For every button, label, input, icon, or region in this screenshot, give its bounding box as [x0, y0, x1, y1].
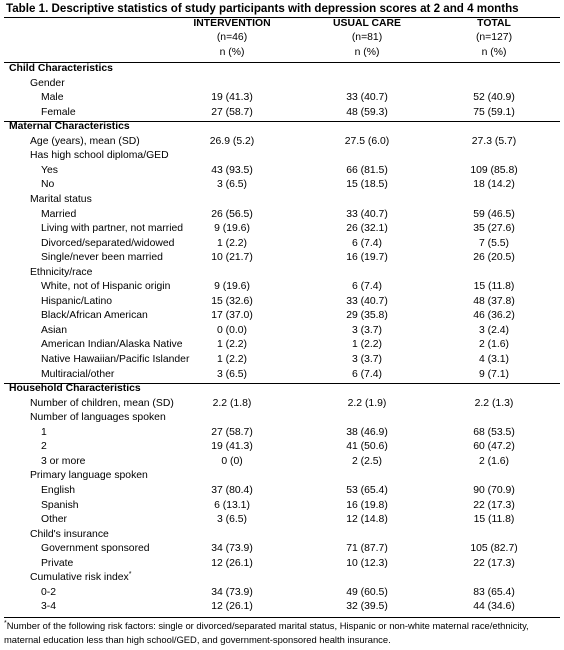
table-row [0, 208, 564, 223]
row-label: Male [41, 92, 64, 104]
row-label: Asian [41, 324, 67, 336]
cell-usual-care: 33 (40.7) [346, 295, 388, 307]
cell-intervention: 37 (80.4) [211, 484, 253, 496]
cell-total: 3 (2.4) [478, 324, 510, 336]
cell-intervention: 0 (0) [221, 455, 243, 467]
row-label: Living with partner, not married [41, 223, 184, 235]
table-row [0, 499, 564, 514]
table-row [0, 469, 564, 484]
row-label: 2 [41, 441, 47, 453]
bottom-rule [4, 617, 560, 618]
cell-usual-care: 3 (3.7) [351, 354, 383, 365]
table-row [0, 571, 564, 586]
cell-intervention: 12 (26.1) [211, 601, 253, 613]
row-label: Black/African American [41, 310, 148, 322]
cell-total: 15 (11.8) [473, 514, 515, 526]
cell-total: 4 (3.1) [478, 354, 510, 365]
table-row [0, 426, 564, 441]
cell-usual-care: 33 (40.7) [346, 92, 388, 104]
table-row [0, 222, 564, 237]
cell-intervention: 19 (41.3) [211, 92, 253, 104]
cell-usual-care: 53 (65.4) [346, 484, 388, 496]
row-label: Native Hawaiian/Pacific Islander [41, 354, 190, 365]
row-label: Government sponsored [41, 543, 150, 555]
cell-usual-care: 48 (59.3) [346, 106, 388, 118]
table-row [0, 513, 564, 528]
section-header-row [0, 382, 564, 397]
row-label: Number of languages spoken [30, 412, 166, 424]
cell-intervention: 17 (37.0) [211, 310, 253, 322]
row-label: Single/never been married [41, 252, 163, 264]
cell-usual-care: 10 (12.3) [346, 557, 388, 569]
col-n-intervention: (n=46) [216, 32, 248, 43]
table-row [0, 237, 564, 252]
cell-intervention: 3 (6.5) [216, 179, 248, 191]
cell-total: 26 (20.5) [473, 252, 515, 264]
row-label: 3-4 [41, 601, 57, 613]
row-label: Cumulative risk index [30, 572, 129, 584]
row-label: Age (years), mean (SD) [30, 135, 140, 147]
cell-usual-care: 3 (3.7) [351, 324, 383, 336]
table-row [0, 600, 564, 615]
cell-usual-care: 33 (40.7) [346, 208, 388, 220]
footnote-text: Number of the following risk factors: single or divorced/separated marital status, Hispanic or non-white maternal race/ethnicity, maternal education less than high school/GED, and government-sponsored health insurance. [4, 620, 529, 645]
cell-total: 18 (14.2) [473, 179, 515, 191]
table-row [0, 397, 564, 412]
row-label: American Indian/Alaska Native [41, 339, 183, 351]
cell-usual-care: 1 (2.2) [351, 339, 383, 351]
row-label: 3 or more [41, 455, 86, 467]
footnote-ref: * [128, 570, 132, 578]
table-row [0, 106, 564, 121]
cell-intervention: 9 (19.6) [214, 223, 250, 235]
cell-intervention: 12 (26.1) [211, 557, 253, 569]
cell-total: 83 (65.4) [473, 586, 515, 598]
row-label-wrap [30, 571, 131, 586]
footnote-mark: * [4, 619, 7, 627]
cell-total: 44 (34.6) [473, 601, 515, 613]
table-row [0, 324, 564, 339]
row-label: Married [41, 208, 77, 220]
col-n-usual-care: (n=81) [351, 32, 383, 43]
cell-intervention: 26.9 (5.2) [209, 135, 255, 147]
cell-intervention: 10 (21.7) [211, 252, 253, 264]
table-row [0, 164, 564, 179]
row-label: Has high school diploma/GED [30, 150, 169, 162]
row-label: Primary language spoken [30, 470, 148, 482]
cell-usual-care: 32 (39.5) [346, 601, 388, 613]
cell-usual-care: 6 (7.4) [351, 237, 383, 249]
cell-intervention: 0 (0.0) [216, 324, 248, 336]
cell-usual-care: 15 (18.5) [346, 179, 388, 191]
cell-intervention: 3 (6.5) [216, 368, 248, 380]
cell-intervention: 26 (56.5) [211, 208, 253, 220]
table-row [0, 77, 564, 92]
table-row [0, 338, 564, 353]
table-row [0, 557, 564, 572]
cell-intervention: 19 (41.3) [211, 441, 253, 453]
row-label: Gender [30, 77, 65, 89]
col-header-usual-care: USUAL CARE [333, 18, 401, 29]
cell-intervention: 34 (73.9) [211, 543, 253, 555]
cell-total: 15 (11.8) [473, 281, 515, 293]
cell-total: 105 (82.7) [470, 543, 518, 555]
table-row [0, 353, 564, 368]
cell-total: 22 (17.3) [473, 499, 515, 511]
cell-usual-care: 27.5 (6.0) [344, 135, 390, 147]
cell-usual-care: 2.2 (1.9) [347, 397, 387, 409]
row-label: Number of children, mean (SD) [30, 397, 174, 409]
cell-intervention: 1 (2.2) [216, 339, 248, 351]
cell-intervention: 1 (2.2) [216, 237, 248, 249]
cell-intervention: 27 (58.7) [211, 426, 253, 438]
table-row [0, 266, 564, 281]
row-label: Divorced/separated/widowed [41, 237, 175, 249]
cell-total: 22 (17.3) [473, 557, 515, 569]
table-row [0, 135, 564, 150]
cell-intervention: 6 (13.1) [214, 499, 250, 511]
section-header-row [0, 120, 564, 135]
cell-total: 68 (53.5) [473, 426, 515, 438]
cell-usual-care: 71 (87.7) [346, 543, 388, 555]
row-label: 0-2 [41, 586, 57, 598]
cell-total: 2 (1.6) [478, 455, 510, 467]
table-row [0, 542, 564, 557]
row-label: Marital status [30, 193, 92, 205]
cell-total: 2 (1.6) [478, 339, 510, 351]
cell-usual-care: 12 (14.8) [346, 514, 388, 526]
row-label: Ethnicity/race [30, 266, 93, 278]
cell-total: 52 (40.9) [473, 92, 515, 104]
cell-total: 60 (47.2) [473, 441, 515, 453]
row-label: Hispanic/Latino [41, 295, 113, 307]
cell-usual-care: 38 (46.9) [346, 426, 388, 438]
row-label: Spanish [41, 499, 79, 511]
cell-intervention: 3 (6.5) [216, 514, 248, 526]
cell-usual-care: 66 (81.5) [346, 164, 388, 176]
cell-total: 35 (27.6) [473, 223, 515, 235]
cell-total: 75 (59.1) [473, 106, 515, 118]
table-row [0, 484, 564, 499]
table-title: Table 1. Descriptive statistics of study participants with depression scores at 2 and 4 months [6, 2, 519, 15]
table-row [0, 411, 564, 426]
col-unit-intervention: n (%) [219, 47, 245, 58]
cell-usual-care: 49 (60.5) [346, 586, 388, 598]
table-row [0, 455, 564, 470]
row-label: Child's insurance [30, 528, 109, 540]
col-unit-usual-care: n (%) [354, 47, 380, 58]
row-label: Yes [41, 164, 58, 176]
cell-total: 48 (37.8) [473, 295, 515, 307]
cell-intervention: 1 (2.2) [216, 354, 248, 365]
row-label: Maternal Characteristics [9, 121, 130, 133]
table-row [0, 368, 564, 383]
col-header-intervention: INTERVENTION [193, 18, 271, 29]
cell-total: 2.2 (1.3) [474, 397, 514, 409]
table-row [0, 440, 564, 455]
cell-total: 7 (5.5) [478, 237, 510, 249]
table-row [0, 193, 564, 208]
row-label: White, not of Hispanic origin [41, 281, 171, 293]
cell-usual-care: 6 (7.4) [351, 368, 383, 380]
row-label: No [41, 179, 55, 191]
cell-intervention: 9 (19.6) [214, 281, 250, 293]
cell-usual-care: 16 (19.7) [346, 252, 388, 264]
table-row [0, 149, 564, 164]
cell-total: 46 (36.2) [473, 310, 515, 322]
row-label: Household Characteristics [9, 383, 141, 395]
col-n-total: (n=127) [475, 32, 513, 43]
row-label: Multiracial/other [41, 368, 115, 380]
cell-usual-care: 41 (50.6) [346, 441, 388, 453]
cell-intervention: 43 (93.5) [211, 164, 253, 176]
table-row [0, 91, 564, 106]
cell-usual-care: 6 (7.4) [351, 281, 383, 293]
col-header-total: TOTAL [477, 18, 511, 29]
table-row [0, 586, 564, 601]
cell-intervention: 27 (58.7) [211, 106, 253, 118]
section-header-row [0, 62, 564, 77]
cell-total: 90 (70.9) [473, 484, 515, 496]
table-row [0, 309, 564, 324]
cell-total: 9 (7.1) [478, 368, 510, 380]
table-row [0, 295, 564, 310]
row-label: Female [41, 106, 76, 118]
row-label: 1 [41, 426, 47, 438]
cell-intervention: 34 (73.9) [211, 586, 253, 598]
table-row [0, 280, 564, 295]
table-row [0, 528, 564, 543]
cell-total: 109 (85.8) [470, 164, 518, 176]
table-row [0, 251, 564, 266]
cell-usual-care: 29 (35.8) [346, 310, 388, 322]
cell-intervention: 15 (32.6) [211, 295, 253, 307]
footnote [4, 619, 560, 646]
row-label: Private [41, 557, 74, 569]
cell-usual-care: 16 (19.8) [346, 499, 388, 511]
cell-usual-care: 26 (32.1) [346, 223, 388, 235]
row-label: English [41, 484, 76, 496]
cell-total: 27.3 (5.7) [471, 135, 517, 147]
table-row [0, 178, 564, 193]
row-label: Child Characteristics [9, 63, 113, 74]
row-label: Other [41, 514, 67, 526]
cell-usual-care: 2 (2.5) [351, 455, 383, 467]
cell-total: 59 (46.5) [473, 208, 515, 220]
cell-intervention: 2.2 (1.8) [212, 397, 252, 409]
col-unit-total: n (%) [481, 47, 507, 58]
